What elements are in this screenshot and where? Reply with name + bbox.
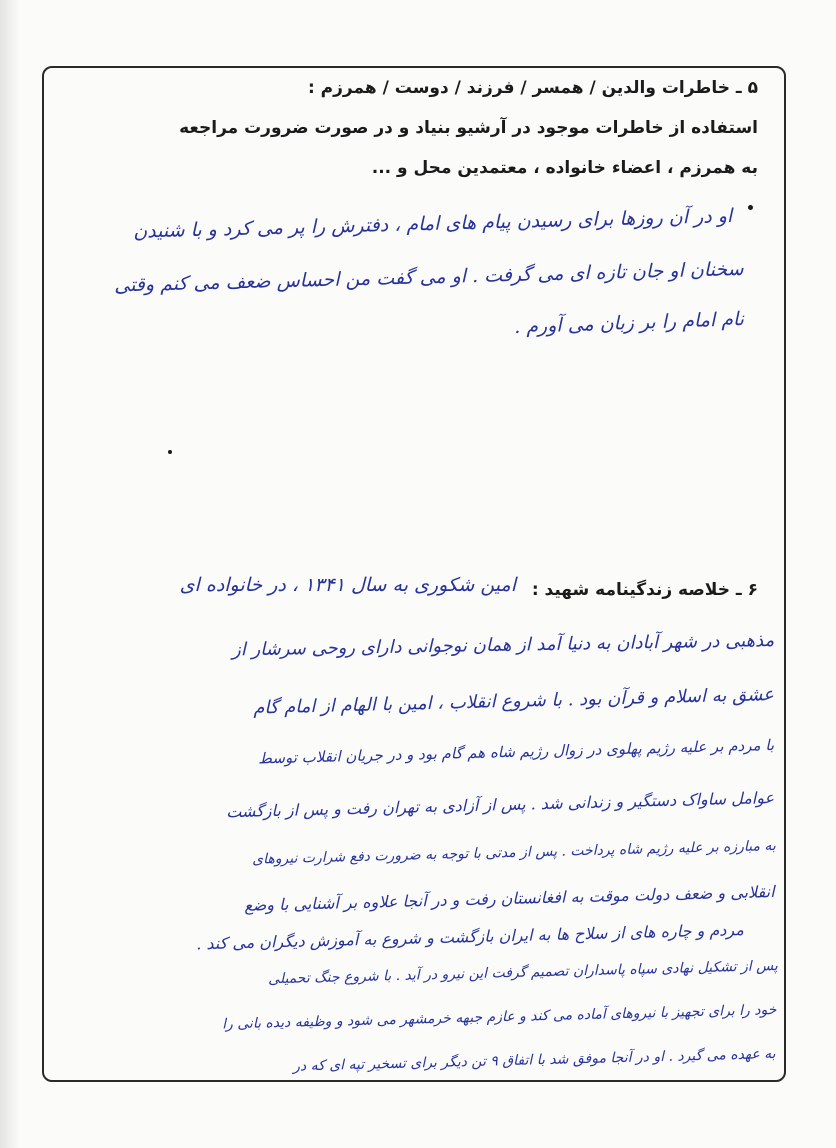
section6-handwritten-line: خود را برای تجهیز با نیروهای آماده می کند و عازم جبهه خرمشهر می شود و وظیفه دیده بانی را: [221, 1002, 777, 1033]
scan-edge-shadow: [0, 0, 20, 1148]
section5-handwritten-line: سخنان او جان تازه ای می گرفت . او می گفت من احساس ضعف می کنم وقتی: [114, 258, 745, 297]
section6-handwritten-line: به عهده می گیرد . او در آنجا موفق شد با اتفاق ۹ تن دیگر برای تسخیر تپه ای که در: [293, 1046, 777, 1075]
section5-instruction-line1: استفاده از خاطرات موجود در آرشیو بنیاد و در صورت ضرورت مراجعه: [179, 118, 758, 138]
section6-first-line: امین شکوری به سال ۱۳۴۱ ، در خانواده ای: [179, 574, 516, 596]
section5-handwritten-line: او در آن روزها برای رسیدن پیام های امام ، دفترش را پر می کرد و با شنیدن: [132, 205, 733, 243]
section6-handwritten-line: مذهبی در شهر آبادان به دنیا آمد از همان نوجوانی دارای روحی سرشار از: [231, 630, 775, 661]
section6-handwritten-line: مردم و چاره های از سلاح ها به ایران بازگشت و شروع به آموزش دیگران می کند .: [196, 920, 745, 954]
stray-mark: [168, 450, 172, 454]
section6-handwritten-line: انقلابی و ضعف دولت موقت به افغانستان رفت و در آنجا علاوه بر آشنایی با وضع: [243, 882, 775, 915]
bullet-dot: [748, 205, 753, 210]
section5-handwritten-line: نام امام را بر زبان می آورم .: [513, 308, 745, 339]
section6-title: ۶ ـ خلاصه زندگینامه شهید :: [531, 580, 758, 600]
section6-handwritten-line: به مبارزه بر علیه رژیم شاه پرداخت . پس از مدتی با توجه به ضرورت دفع شرارت نیروهای: [252, 838, 777, 868]
section6-handwritten-line: عوامل ساواک دستگیر و زندانی شد . پس از آزادی به تهران رفت و پس از بازگشت: [225, 788, 775, 822]
section5-title: ۵ ـ خاطرات والدین / همسر / فرزند / دوست / همرزم :: [307, 78, 758, 98]
section6-handwritten-line: عشق به اسلام و قرآن بود . با شروع انقلاب ، امین با الهام از امام گام: [253, 684, 775, 719]
section6-handwritten-line: پس از تشکیل نهادی سپاه پاسداران تصمیم گرفت این نیرو در آید . با شروع جنگ تحمیلی: [268, 958, 779, 988]
section6-handwritten-line: با مردم بر علیه رژیم پهلوی در زوال رژیم شاه هم گام بود و در جریان انقلاب توسط: [257, 736, 775, 768]
section5-instruction-line2: به همرزم ، اعضاء خانواده ، معتمدین محل و ...: [371, 158, 758, 178]
